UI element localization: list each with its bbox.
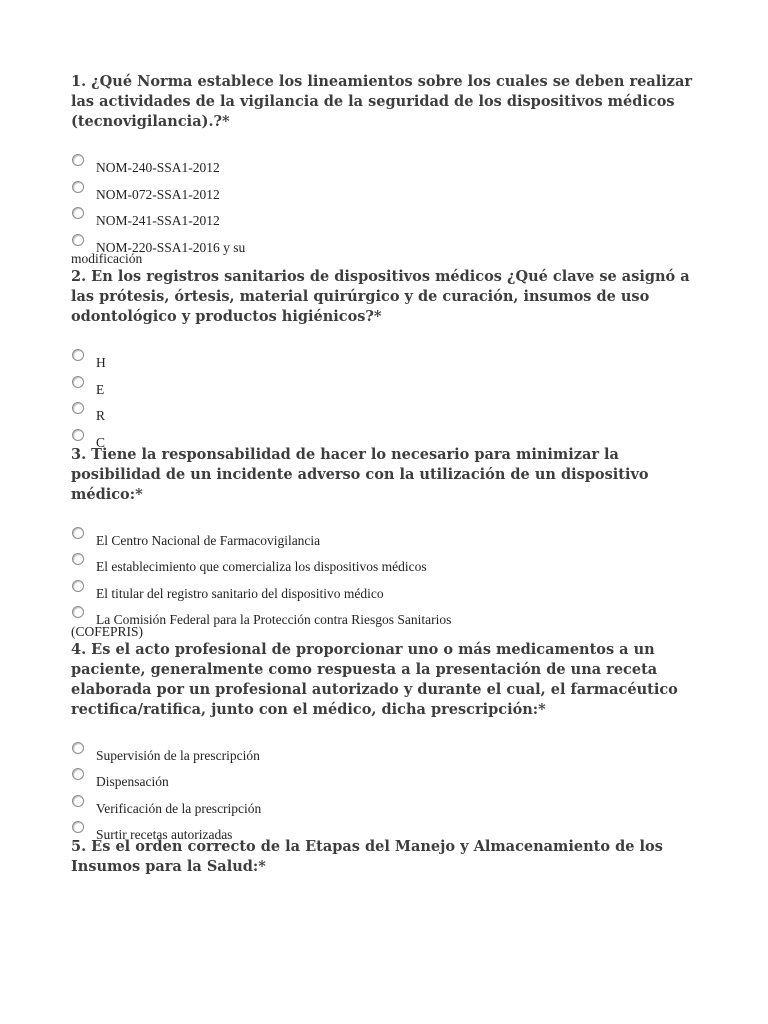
option[interactable] xyxy=(71,527,711,554)
question-5-text: 5. Es el orden correcto de la Etapas del Manejo y Almacenamiento de los Insumos para la Salud:* xyxy=(71,838,663,875)
radio-button-icon[interactable] xyxy=(72,580,84,592)
radio-button-icon[interactable] xyxy=(72,527,84,539)
radio-button-icon[interactable] xyxy=(72,376,84,388)
radio-button-icon[interactable] xyxy=(72,234,84,246)
option[interactable] xyxy=(71,181,711,208)
question-1-options xyxy=(71,154,711,267)
option-label: La Comisión Federal para la Protección contra Riesgos Sanitarios xyxy=(96,612,452,627)
radio-button-icon[interactable] xyxy=(72,553,84,565)
question-5 xyxy=(71,837,711,877)
option-label-continuation: (COFEPRIS) xyxy=(71,623,144,639)
option-label: H xyxy=(96,355,106,370)
radio-button-icon[interactable] xyxy=(72,821,84,833)
option[interactable] xyxy=(71,795,711,822)
option[interactable] xyxy=(71,553,711,580)
option[interactable] xyxy=(71,154,711,181)
radio-button-icon[interactable] xyxy=(72,181,84,193)
radio-button-icon[interactable] xyxy=(72,154,84,166)
question-3 xyxy=(71,445,711,640)
option-label: NOM-240-SSA1-2012 xyxy=(96,160,220,175)
option-label: C xyxy=(96,434,106,450)
option-label: NOM-220-SSA1-2016 y su xyxy=(96,239,246,255)
question-3-options xyxy=(71,527,711,640)
option-label: Dispensación xyxy=(96,774,169,789)
option[interactable] xyxy=(71,821,711,842)
radio-button-icon[interactable] xyxy=(72,742,84,754)
question-2-options xyxy=(71,349,711,450)
radio-button-icon[interactable] xyxy=(72,795,84,807)
radio-button-icon[interactable] xyxy=(72,606,84,618)
option-label: Surtir recetas autorizadas xyxy=(96,827,233,842)
question-4-text: 4. Es el acto profesional de proporcionar uno o más medicamentos a un paciente, generalmente como respuesta a la presentación de una receta elaborada por un profesional autorizado y durante el cual, el farmacéutico rectifica/ratifica, junto con el médico, dicha prescripción:* xyxy=(71,640,678,718)
question-1 xyxy=(71,72,711,267)
radio-button-icon[interactable] xyxy=(72,429,84,441)
question-1-text: 1. ¿Qué Norma establece los lineamientos sobre los cuales se deben realizar las actividades de la vigilancia de la seguridad de los dispositivos médicos (tecnovigilancia).?* xyxy=(71,73,692,130)
option[interactable] xyxy=(71,742,711,769)
radio-button-icon[interactable] xyxy=(72,768,84,780)
option-label-continuation: modificación xyxy=(71,251,143,266)
option[interactable] xyxy=(71,402,711,429)
question-4 xyxy=(71,640,711,842)
question-2-text: 2. En los registros sanitarios de dispositivos médicos ¿Qué clave se asignó a las prótesis, órtesis, material quirúrgico y de curación, insumos de uso odontológico y productos higiénicos?* xyxy=(71,268,690,325)
option[interactable] xyxy=(71,768,711,795)
option-label: Verificación de la prescripción xyxy=(96,800,262,816)
option[interactable] xyxy=(71,234,711,261)
radio-button-icon[interactable] xyxy=(72,207,84,219)
option[interactable] xyxy=(71,580,711,607)
question-4-options xyxy=(71,742,711,842)
option[interactable] xyxy=(71,376,711,403)
option[interactable] xyxy=(71,207,711,234)
option[interactable] xyxy=(71,349,711,376)
option-label: NOM-241-SSA1-2012 xyxy=(96,213,220,228)
question-3-text: 3. Tiene la responsabilidad de hacer lo necesario para minimizar la posibilidad de un incidente adverso con la utilización de un dispositivo médico:* xyxy=(71,445,649,503)
option-label: E xyxy=(96,381,105,397)
option[interactable] xyxy=(71,429,711,450)
option-label: El titular del registro sanitario del dispositivo médico xyxy=(96,585,384,601)
quiz-document xyxy=(71,72,711,877)
option-label: R xyxy=(96,408,106,423)
option-label: NOM-072-SSA1-2012 xyxy=(96,186,220,202)
option-label: El establecimiento que comercializa los dispositivos médicos xyxy=(96,559,427,574)
option[interactable] xyxy=(71,606,711,633)
question-2 xyxy=(71,267,711,450)
option-label: Supervisión de la prescripción xyxy=(96,747,260,763)
radio-button-icon[interactable] xyxy=(72,402,84,414)
option-label: El Centro Nacional de Farmacovigilancia xyxy=(96,532,321,548)
radio-button-icon[interactable] xyxy=(72,349,84,361)
